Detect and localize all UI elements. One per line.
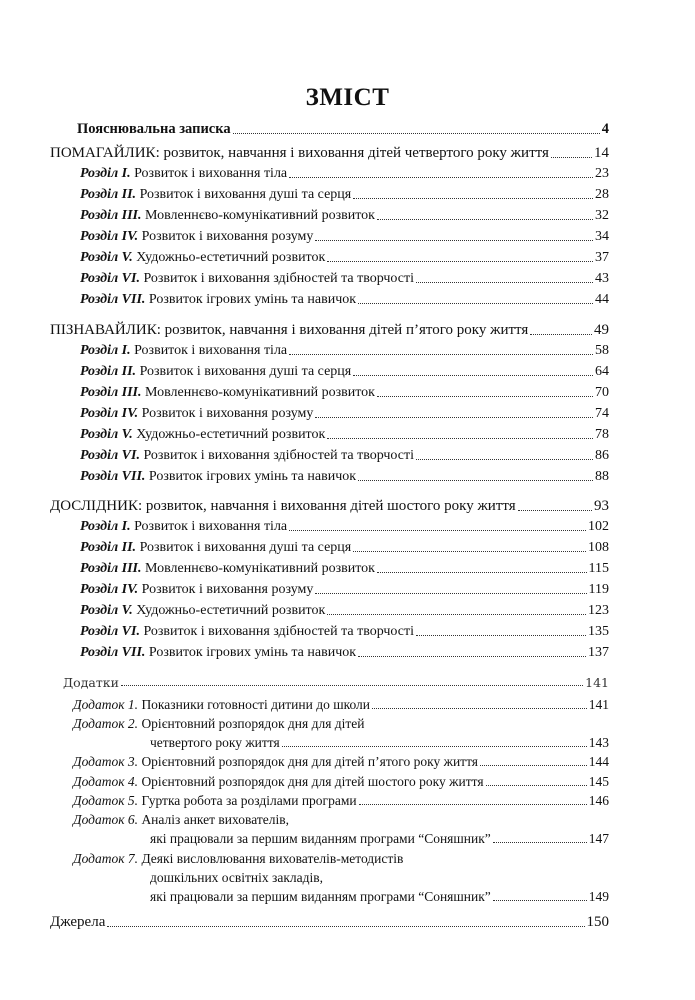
- toc-part-heading[interactable]: [50, 498, 609, 515]
- toc-part-heading[interactable]: [50, 145, 609, 162]
- part-title: ПОМАГАЙЛИК: розвиток, навчання і виховання дітей четвертого року життя: [50, 145, 549, 161]
- toc-part-heading[interactable]: [50, 322, 609, 339]
- page-number: 14: [594, 145, 609, 161]
- dot-leader: [530, 333, 592, 335]
- toc-section-entry[interactable]: Розділ VII. Розвиток ігрових умінь та навичок 44: [80, 292, 609, 307]
- toc-appendix-entry[interactable]: Додаток 3. Орієнтовний розпорядок дня для дітей п’ятого року життя 144: [73, 754, 609, 769]
- toc-appendix-entry-line[interactable]: Додаток 2. Орієнтовний розпорядок дня для дітей: [73, 716, 365, 731]
- toc-section-entry[interactable]: Розділ III. Мовленнєво-комунікативний розвиток 70: [80, 385, 609, 400]
- toc-appendix-entry-line[interactable]: Додаток 7. Деякі висловлювання вихователів-методистів: [73, 851, 404, 866]
- entry-label: Пояснювальна записка: [77, 121, 231, 137]
- toc-appendix-entry[interactable]: Додаток 1. Показники готовності дитини до школи 141: [73, 697, 609, 712]
- page-number: 141: [585, 675, 609, 690]
- toc-section-entry[interactable]: Розділ IV. Розвиток і виховання розуму 34: [80, 229, 609, 244]
- toc-section-entry[interactable]: Розділ II. Розвиток і виховання душі та серця 64: [80, 364, 609, 379]
- toc-section-entry[interactable]: Розділ II. Розвиток і виховання душі та серця 28: [80, 187, 609, 202]
- page-number: 49: [594, 322, 609, 338]
- toc-appendix-entry[interactable]: Додаток 4. Орієнтовний розпорядок дня для дітей шостого року життя 145: [73, 774, 609, 789]
- toc-entry-sources[interactable]: [50, 914, 609, 931]
- dot-leader: [121, 684, 583, 686]
- toc-section-entry[interactable]: Розділ VII. Розвиток ігрових умінь та навичок 88: [80, 469, 609, 484]
- toc-appendix-entry[interactable]: Додаток 5. Гуртка робота за розділами програми 146: [73, 793, 609, 808]
- entry-label: Джерела: [50, 914, 106, 930]
- toc-appendix-entry[interactable]: які працювали за першим виданням програми “Соняшник” 149: [150, 889, 609, 904]
- toc-section-entry[interactable]: Розділ VI. Розвиток і виховання здібностей та творчості 135: [80, 624, 609, 639]
- dot-leader: [233, 132, 600, 134]
- toc-appendices-heading[interactable]: [63, 675, 609, 690]
- toc-section-entry[interactable]: Розділ V. Художньо-естетичний розвиток 78: [80, 427, 609, 442]
- toc-section-entry[interactable]: Розділ IV. Розвиток і виховання розуму 119: [80, 582, 609, 597]
- page-number: 4: [601, 121, 609, 137]
- toc-section-entry[interactable]: Розділ II. Розвиток і виховання душі та серця 108: [80, 540, 609, 555]
- dot-leader: [551, 156, 592, 158]
- toc-section-entry[interactable]: Розділ IV. Розвиток і виховання розуму 74: [80, 406, 609, 421]
- dot-leader: [518, 509, 592, 511]
- toc-section-entry[interactable]: Розділ I. Розвиток і виховання тіла 23: [80, 166, 609, 181]
- part-title: ДОСЛІДНИК: розвиток, навчання і виховання дітей шостого року життя: [50, 498, 516, 514]
- toc-section-entry[interactable]: Розділ III. Мовленнєво-комунікативний розвиток 32: [80, 208, 609, 223]
- toc-section-entry[interactable]: Розділ VI. Розвиток і виховання здібностей та творчості 86: [80, 448, 609, 463]
- toc-section-entry[interactable]: Розділ VII. Розвиток ігрових умінь та навичок 137: [80, 645, 609, 660]
- toc-section-entry[interactable]: Розділ VI. Розвиток і виховання здібностей та творчості 43: [80, 271, 609, 286]
- page-title: ЗМІСТ: [305, 84, 390, 111]
- part-title: ПІЗНАВАЙЛИК: розвиток, навчання і виховання дітей п’ятого року життя: [50, 322, 529, 338]
- toc-section-entry[interactable]: Розділ I. Розвиток і виховання тіла 102: [80, 519, 609, 534]
- toc-section-entry[interactable]: Розділ V. Художньо-естетичний розвиток 123: [80, 603, 609, 618]
- toc-appendix-entry-line[interactable]: дошкільних освітніх закладів,: [150, 870, 323, 885]
- entry-label: Додатки: [63, 675, 119, 690]
- toc-appendix-entry[interactable]: четвертого року життя 143: [150, 735, 609, 750]
- page-number: 150: [586, 914, 609, 930]
- toc-section-entry[interactable]: Розділ I. Розвиток і виховання тіла 58: [80, 343, 609, 358]
- page-number: 93: [594, 498, 609, 514]
- toc-section-entry[interactable]: Розділ III. Мовленнєво-комунікативний розвиток 115: [80, 561, 609, 576]
- toc-appendix-entry[interactable]: які працювали за першим виданням програми “Соняшник” 147: [150, 831, 609, 846]
- dot-leader: [107, 925, 584, 927]
- toc-entry-intro[interactable]: [77, 121, 609, 138]
- toc-section-entry[interactable]: Розділ V. Художньо-естетичний розвиток 37: [80, 250, 609, 265]
- toc-appendix-entry-line[interactable]: Додаток 6. Аналіз анкет вихователів,: [73, 812, 289, 827]
